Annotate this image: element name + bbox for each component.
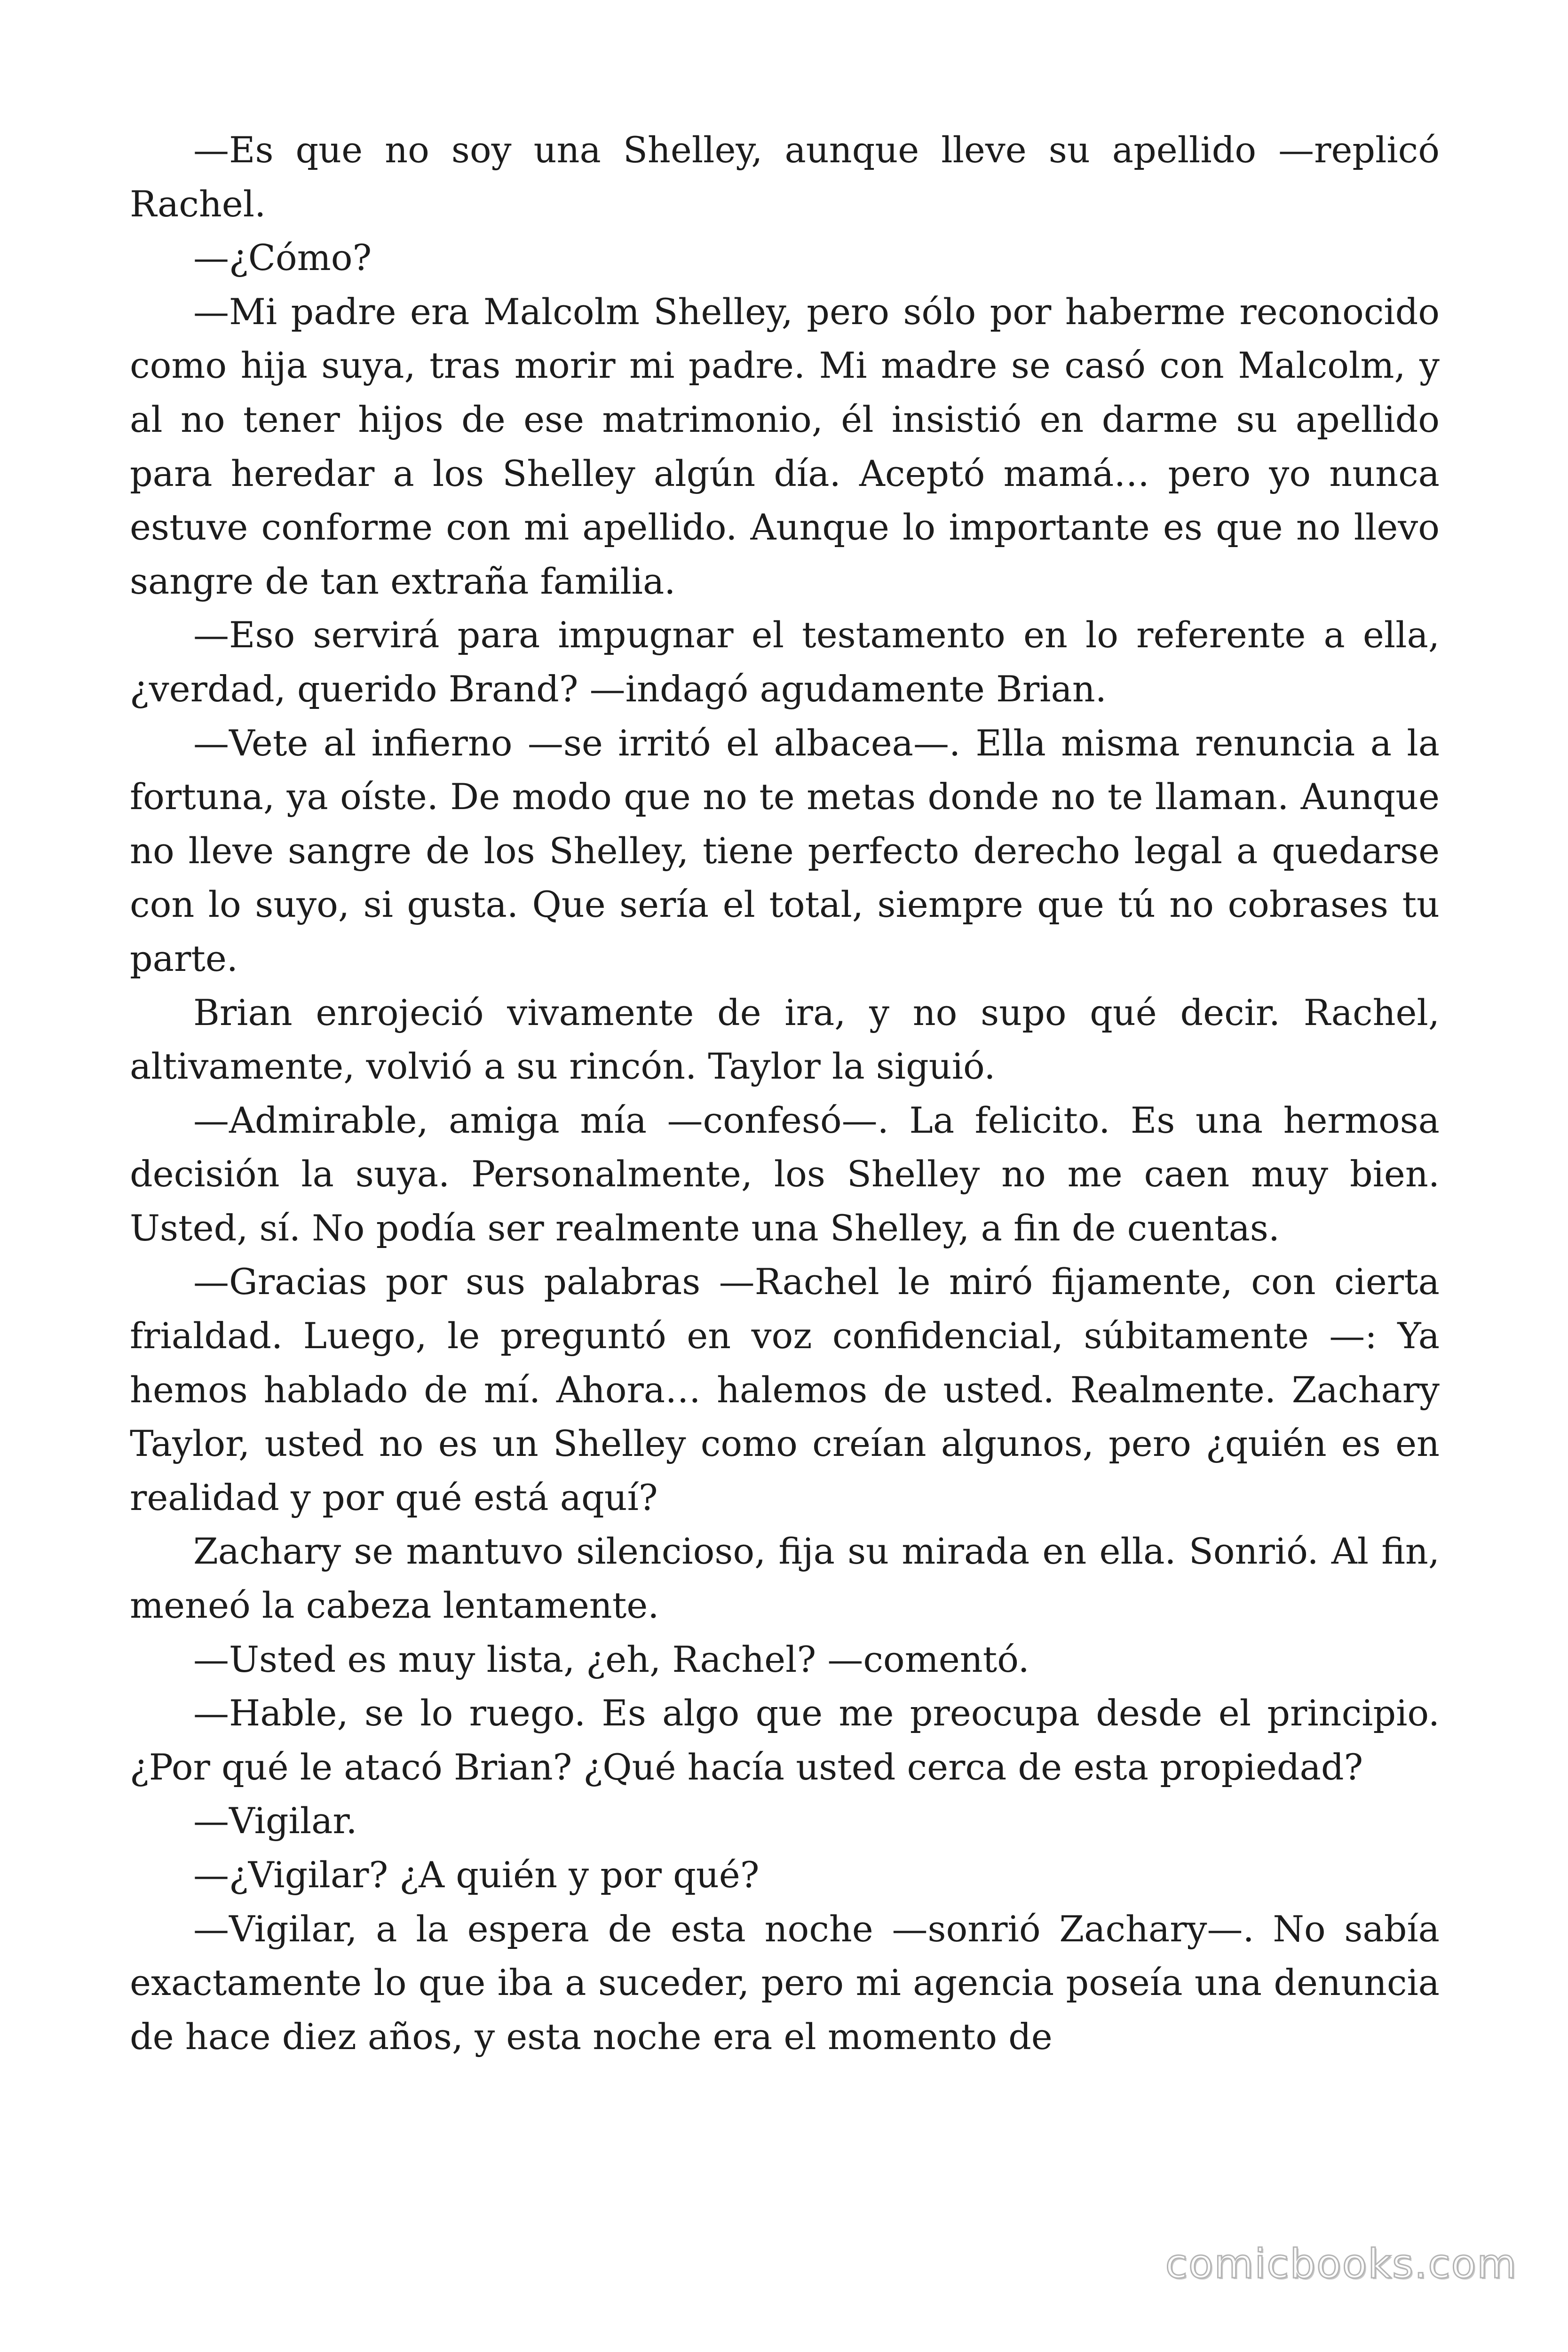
page-text — [130, 123, 1440, 2064]
paragraph: —Vete al infierno —se irritó el albacea—. Ella misma renuncia a la fortuna, ya oíste. De modo que no te metas donde no te llaman. Aunque no lleve sangre de los Shelley, tiene perfecto derecho legal a quedarse con lo suyo, si gusta. Que sería el total, siempre que tú no cobrases tu parte. — [130, 722, 1440, 979]
paragraph: —Eso servirá para impugnar el testamento en lo referente a ella, ¿verdad, querido Brand? —indagó agudamente Brian. — [130, 614, 1440, 710]
watermark: comicbooks.com — [1165, 2241, 1517, 2288]
paragraph: Brian enrojeció vivamente de ira, y no supo qué decir. Rachel, altivamente, volvió a su rincón. Taylor la siguió. — [130, 991, 1440, 1088]
paragraph: —Admirable, amiga mía —confesó—. La felicito. Es una hermosa decisión la suya. Personalmente, los Shelley no me caen muy bien. Usted, sí. No podía ser realmente una Shelley, a fin de cuentas. — [130, 1099, 1440, 1249]
paragraph: —Vigilar, a la espera de esta noche —sonrió Zachary—. No sabía exactamente lo que iba a suceder, pero mi agencia poseía una denuncia de hace diez años, y esta noche era el momento de — [130, 1907, 1440, 2058]
paragraph: —¿Cómo? — [193, 237, 372, 279]
paragraph: —Vigilar. — [193, 1800, 357, 1842]
paragraph: —Mi padre era Malcolm Shelley, pero sólo por haberme reconocido como hija suya, tras morir mi padre. Mi madre se casó con Malcolm, y al no tener hijos de ese matrimonio, él insistió en darme su apellido para heredar a los Shelley algún día. Aceptó mamá… pero yo nunca estuve conforme con mi apellido. Aunque lo importante es que no llevo sangre de tan extraña familia. — [130, 290, 1440, 602]
paragraph: —Usted es muy lista, ¿eh, Rachel? —comentó. — [193, 1638, 1029, 1680]
paragraph: —Gracias por sus palabras —Rachel le miró fijamente, con cierta frialdad. Luego, le preguntó en voz confidencial, súbitamente —: Ya hemos hablado de mí. Ahora… halemos de usted. Realmente. Zachary Taylor, usted no es un Shelley como creían algunos, pero ¿quién es en realidad y por qué está aquí? — [130, 1261, 1440, 1518]
paragraph: —Es que no soy una Shelley, aunque lleve su apellido —replicó Rachel. — [130, 129, 1440, 225]
paragraph: Zachary se mantuvo silencioso, fija su mirada en ella. Sonrió. Al fin, meneó la cabeza lentamente. — [130, 1530, 1440, 1627]
paragraph: —¿Vigilar? ¿A quién y por qué? — [193, 1854, 760, 1896]
paragraph: —Hable, se lo ruego. Es algo que me preocupa desde el principio. ¿Por qué le atacó Brian? ¿Qué hacía usted cerca de esta propiedad? — [130, 1692, 1440, 1788]
